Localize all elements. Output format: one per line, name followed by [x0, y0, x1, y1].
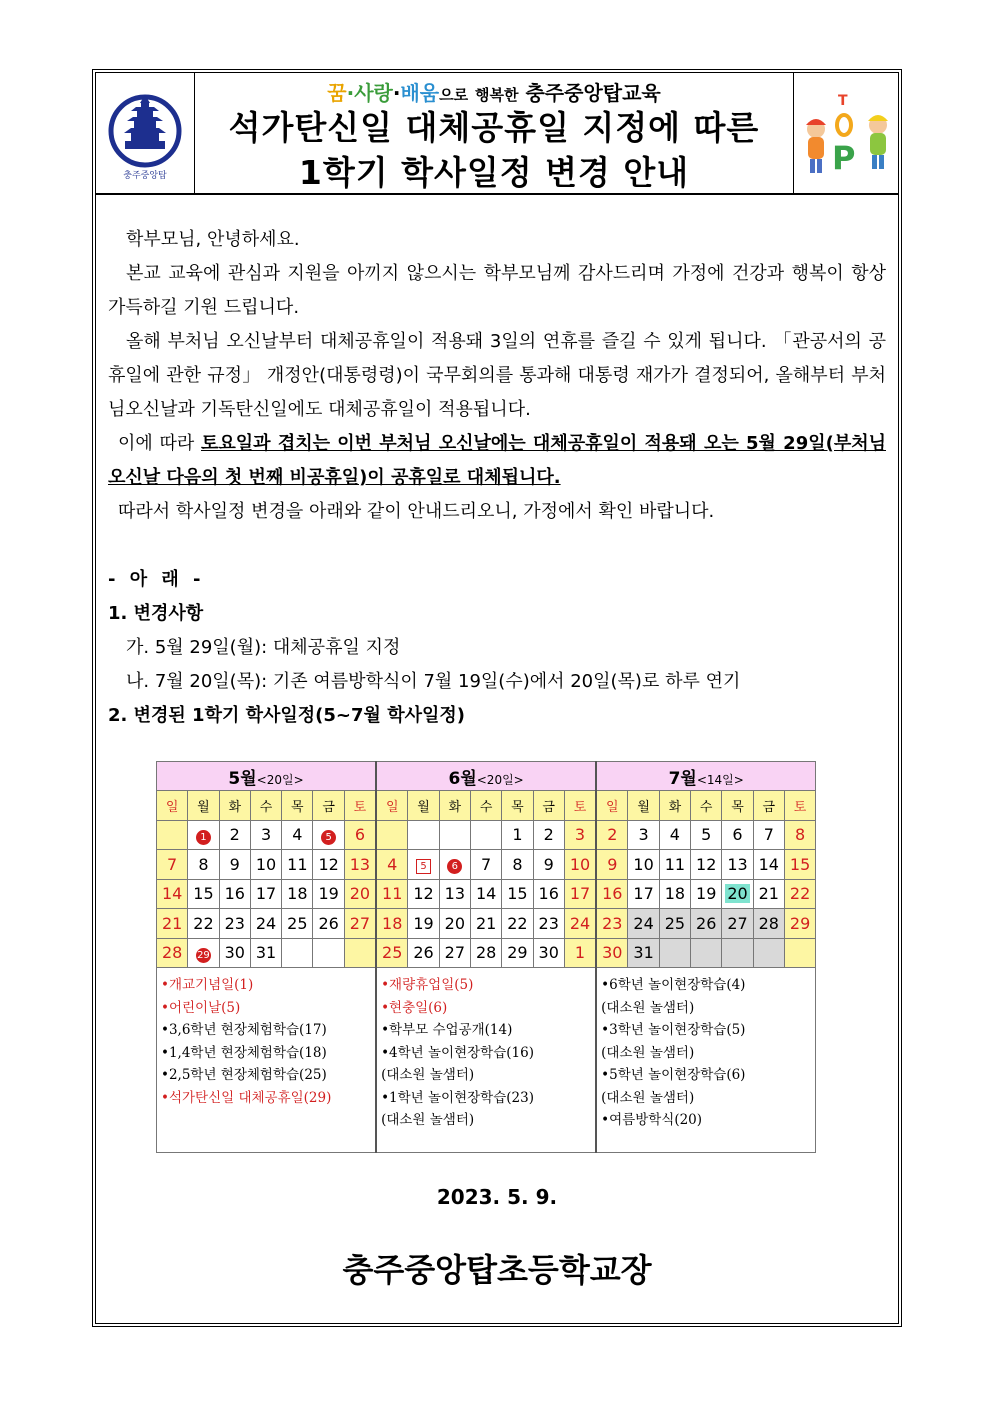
month-header-june: [376, 762, 596, 791]
event-note: (대소원 놀샘터): [601, 999, 695, 1016]
day-cell: 4: [659, 820, 690, 850]
day-cell: 27: [439, 938, 470, 968]
day-cell: [408, 820, 439, 850]
svg-text:T: T: [838, 93, 848, 109]
day-cell: 15: [784, 850, 815, 880]
slogan: [194, 77, 794, 106]
day-cell: 4: [376, 850, 408, 880]
event-note: •1,4학년 현장체험학습(18): [161, 1044, 327, 1061]
day-cell: 25: [282, 909, 313, 939]
event-note: •5학년 놀이현장학습(6): [601, 1067, 746, 1083]
weekday-label: 화: [659, 791, 690, 821]
event-note: (대소원 놀샘터): [381, 1112, 475, 1128]
weekday-label: 목: [502, 791, 533, 821]
slogan-part: 행복한: [475, 86, 519, 104]
day-cell: 30: [533, 938, 564, 968]
notice-prefix: 이에 따라: [118, 433, 201, 454]
event-note: •재량휴업일(5): [381, 977, 474, 993]
weekday-label: 수: [470, 791, 501, 821]
event-note: (대소원 놀샘터): [381, 1067, 475, 1083]
notes-june: [376, 968, 596, 1153]
schedule-calendar: [156, 761, 816, 1153]
weekday-label: 화: [219, 791, 250, 821]
event-note: •개교기념일(1): [161, 977, 254, 993]
day-cell: 13: [439, 879, 470, 909]
weekday-label: 토: [344, 791, 376, 821]
day-cell: 29: [188, 938, 219, 968]
change-item-a: 가. 5월 29일(월): 대체공휴일 지정: [126, 637, 401, 658]
paragraph: 따라서 학사일정 변경을 아래와 같이 안내드리오니, 가정에서 확인 바랍니다.: [118, 501, 715, 522]
day-cell: 1: [564, 938, 596, 968]
week-row: [157, 879, 816, 909]
weekday-label: 월: [408, 791, 439, 821]
section-1-heading: 1. 변경사항: [108, 603, 204, 624]
day-cell: 17: [250, 879, 281, 909]
day-cell: 12: [408, 879, 439, 909]
month-name: 6월: [448, 768, 477, 789]
slogan-school: 충주중앙탑교육: [525, 81, 661, 105]
day-cell: 14: [470, 879, 501, 909]
event-note: •2,5학년 현장체험학습(25): [161, 1067, 327, 1083]
title-line-2: 1학기 학사일정 변경 안내: [298, 153, 690, 192]
month-name: 7월: [668, 768, 697, 789]
week-row: [157, 938, 816, 968]
paragraph: 본교 교육에 관심과 지원을 아끼지 않으시는 학부모님께 감사드리며 가정에 건강과 행복이 항상 가득하길 기원 드립니다.: [108, 263, 886, 318]
day-cell: 20: [439, 909, 470, 939]
day-cell: 25: [659, 909, 690, 939]
weekday-label: 토: [564, 791, 596, 821]
event-note: (대소원 놀샘터): [601, 1089, 695, 1106]
day-cell: 6: [439, 850, 470, 880]
event-note: •3학년 놀이현장학습(5): [601, 1022, 746, 1038]
notes-row: [157, 968, 816, 1153]
letter-body: [108, 223, 886, 733]
day-cell: 12: [691, 850, 722, 880]
day-cell: 8: [188, 850, 219, 880]
mascot-image: [793, 73, 898, 193]
weekday-label: 목: [722, 791, 753, 821]
day-cell: 3: [564, 820, 596, 850]
week-row: [157, 909, 816, 939]
day-cell: [344, 938, 376, 968]
school-days: <20일>: [476, 772, 524, 787]
paragraph: 올해 부처님 오신날부터 대체공휴일이 적용돼 3일의 연휴를 즐길 수 있게 됩니다. 「관공서의 공휴일에 관한 규정」 개정안(대통령령)이 국무회의를 통과해 대통령 재가가 결정되어, 올해부터 부처님오신날과 기독탄신일에도 대체공휴일이 적용됩니다.: [108, 331, 886, 420]
day-cell: [157, 820, 188, 850]
day-cell: 29: [502, 938, 533, 968]
weekday-label: 목: [282, 791, 313, 821]
day-cell: [376, 820, 408, 850]
day-cell: 23: [219, 909, 250, 939]
day-cell: 22: [784, 879, 815, 909]
day-cell: 18: [659, 879, 690, 909]
title-line-1: 석가탄신일 대체공휴일 지정에 따른: [228, 108, 760, 147]
day-cell: 8: [502, 850, 533, 880]
change-item-b: 나. 7월 20일(목): 기존 여름방학식이 7월 19일(수)에서 20일(목)로 하루 연기: [126, 671, 741, 692]
day-cell: 30: [219, 938, 250, 968]
slogan-dot: ·: [346, 81, 355, 105]
day-cell: 21: [157, 909, 188, 939]
day-cell: 10: [628, 850, 659, 880]
header: [96, 73, 898, 195]
day-cell: 19: [313, 879, 344, 909]
day-cell: 27: [344, 909, 376, 939]
event-note: •1학년 놀이현장학습(23): [381, 1089, 534, 1106]
day-cell: [753, 938, 784, 968]
day-cell: [470, 820, 501, 850]
day-cell: 2: [596, 820, 628, 850]
weekday-label: 금: [533, 791, 564, 821]
day-cell: 7: [157, 850, 188, 880]
day-cell: 29: [784, 909, 815, 939]
day-cell: 9: [596, 850, 628, 880]
event-note: •4학년 놀이현장학습(16): [381, 1044, 534, 1061]
pagoda-logo-icon: [96, 73, 194, 193]
slogan-love: 사랑: [354, 81, 393, 105]
principal-signature: 충주중앙탑초등학교장: [342, 1251, 652, 1289]
day-cell: 31: [250, 938, 281, 968]
day-cell: 26: [691, 909, 722, 939]
below-heading: - 아 래 -: [108, 569, 201, 590]
day-cell: [313, 938, 344, 968]
day-cell: 2: [533, 820, 564, 850]
document-date: 2023. 5. 9.: [436, 1185, 558, 1209]
day-cell: 1: [188, 820, 219, 850]
day-cell: [691, 938, 722, 968]
day-cell: 3: [250, 820, 281, 850]
month-name: 5월: [228, 768, 257, 789]
day-cell: 2: [219, 820, 250, 850]
day-cell: 18: [282, 879, 313, 909]
day-cell: 23: [596, 909, 628, 939]
day-cell: 15: [502, 879, 533, 909]
day-cell: 9: [219, 850, 250, 880]
day-cell: 14: [157, 879, 188, 909]
day-cell: 26: [313, 909, 344, 939]
event-note: •6학년 놀이현장학습(4): [601, 977, 746, 993]
svg-text:P: P: [832, 139, 856, 177]
weekday-label: 금: [313, 791, 344, 821]
day-cell: 17: [628, 879, 659, 909]
day-cell: 12: [313, 850, 344, 880]
day-cell: 13: [722, 850, 753, 880]
day-cell: 6: [344, 820, 376, 850]
day-cell: 22: [502, 909, 533, 939]
weekday-label: 화: [439, 791, 470, 821]
school-logo: [96, 73, 195, 193]
day-cell: [784, 938, 815, 968]
weekday-label: 수: [250, 791, 281, 821]
school-days: <20일>: [256, 772, 304, 787]
day-cell: 5: [408, 850, 439, 880]
day-cell: 20: [722, 879, 753, 909]
day-cell: 24: [628, 909, 659, 939]
slogan-part: 으로: [439, 86, 469, 104]
day-cell: 8: [784, 820, 815, 850]
weekday-label: 일: [157, 791, 188, 821]
notice-emphasis: 토요일과 겹치는 이번 부처님 오신날에는 대체공휴일이 적용돼 오는 5월 29일(부처님오신날 다음의 첫 번째 비공휴일)이 공휴일로 대체됩니다.: [108, 433, 886, 488]
mascot-icon: [794, 73, 898, 193]
day-cell: 28: [157, 938, 188, 968]
day-cell: 5: [313, 820, 344, 850]
day-cell: 27: [722, 909, 753, 939]
day-cell: 3: [628, 820, 659, 850]
day-cell: 10: [250, 850, 281, 880]
day-cell: 1: [502, 820, 533, 850]
weekday-label: 일: [596, 791, 628, 821]
notes-may: [157, 968, 377, 1153]
day-cell: 28: [470, 938, 501, 968]
event-note: •석가탄신일 대체공휴일(29): [161, 1089, 332, 1106]
logo-text: 충주중앙탑: [123, 171, 167, 181]
day-cell: 24: [564, 909, 596, 939]
weekday-label: 수: [691, 791, 722, 821]
day-cell: [659, 938, 690, 968]
day-cell: [722, 938, 753, 968]
day-cell: 30: [596, 938, 628, 968]
event-note: (대소원 놀샘터): [601, 1044, 695, 1061]
greeting: 학부모님, 안녕하세요.: [126, 229, 300, 250]
day-cell: 11: [376, 879, 408, 909]
event-note: •여름방학식(20): [601, 1112, 703, 1128]
day-cell: 7: [470, 850, 501, 880]
weekday-label: 월: [188, 791, 219, 821]
event-note: •어린이날(5): [161, 999, 241, 1016]
day-cell: 16: [219, 879, 250, 909]
event-note: •3,6학년 현장체험학습(17): [161, 1022, 327, 1038]
weekday-label: 일: [376, 791, 408, 821]
day-cell: 11: [659, 850, 690, 880]
day-cell: 18: [376, 909, 408, 939]
slogan-dot: ·: [392, 81, 401, 105]
day-cell: 14: [753, 850, 784, 880]
day-cell: 19: [408, 909, 439, 939]
event-note: •학부모 수업공개(14): [381, 1022, 513, 1038]
month-header-may: [157, 762, 377, 791]
page-title: [194, 105, 794, 195]
day-cell: 21: [470, 909, 501, 939]
day-cell: [282, 938, 313, 968]
day-cell: 17: [564, 879, 596, 909]
school-days: <14일>: [696, 772, 744, 787]
day-cell: 23: [533, 909, 564, 939]
day-cell: 16: [596, 879, 628, 909]
day-cell: 11: [282, 850, 313, 880]
day-cell: 13: [344, 850, 376, 880]
day-cell: 6: [722, 820, 753, 850]
day-cell: 7: [753, 820, 784, 850]
day-cell: 25: [376, 938, 408, 968]
day-cell: 21: [753, 879, 784, 909]
day-cell: 9: [533, 850, 564, 880]
day-cell: 22: [188, 909, 219, 939]
weekday-label: 금: [753, 791, 784, 821]
day-cell: 15: [188, 879, 219, 909]
weekday-row: [157, 791, 816, 821]
week-row: [157, 850, 816, 880]
day-cell: 28: [753, 909, 784, 939]
day-cell: 16: [533, 879, 564, 909]
paragraph-notice: [108, 427, 886, 495]
day-cell: 5: [691, 820, 722, 850]
day-cell: 31: [628, 938, 659, 968]
day-cell: [439, 820, 470, 850]
day-cell: 24: [250, 909, 281, 939]
slogan-dream: 꿈: [327, 81, 347, 105]
day-cell: 26: [408, 938, 439, 968]
day-cell: 4: [282, 820, 313, 850]
section-2-heading: 2. 변경된 1학기 학사일정(5~7월 학사일정): [108, 705, 465, 726]
slogan-learning: 배움: [400, 81, 440, 105]
month-header-july: [596, 762, 816, 791]
weekday-label: 월: [628, 791, 659, 821]
day-cell: 10: [564, 850, 596, 880]
weekday-label: 토: [784, 791, 815, 821]
week-row: [157, 820, 816, 850]
day-cell: 20: [344, 879, 376, 909]
event-note: •현충일(6): [381, 999, 448, 1016]
day-cell: 19: [691, 879, 722, 909]
document-frame: [95, 72, 899, 1324]
notes-july: [596, 968, 816, 1153]
